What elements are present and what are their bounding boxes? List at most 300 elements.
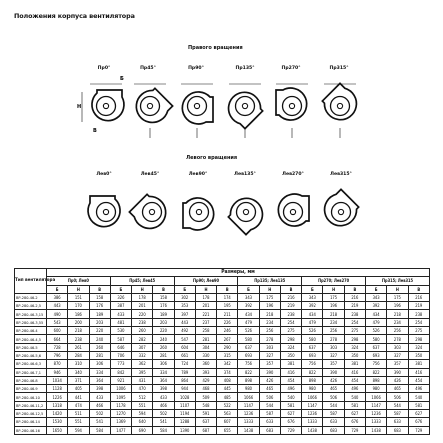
position-label-left-270: Лев270° bbox=[282, 172, 304, 177]
dimension-cell: 454 bbox=[408, 376, 429, 384]
position-label-right-135: Пр135° bbox=[235, 66, 255, 71]
dimension-cell: 254 bbox=[344, 318, 365, 326]
left-rotation-label: Левого вращения bbox=[186, 155, 238, 161]
dimension-cell: 431 bbox=[132, 376, 153, 384]
group-header: Пр270; Лев270 bbox=[302, 277, 366, 285]
dimension-cell: 260 bbox=[132, 327, 153, 335]
table-row bbox=[15, 376, 430, 384]
dimension-cell: 1288 bbox=[174, 418, 195, 426]
position-label-left-315: Лев315° bbox=[330, 172, 352, 177]
dimension-cell: 980 bbox=[302, 385, 323, 393]
dimension-cell: 302 bbox=[174, 293, 195, 301]
table-row bbox=[15, 393, 430, 401]
dimension-cell: 218 bbox=[68, 327, 89, 335]
group-header: Пр315; Лев315 bbox=[365, 277, 429, 285]
table-row bbox=[15, 360, 430, 368]
dimension-cell: 303 bbox=[259, 343, 280, 351]
dimension-cell: 234 bbox=[387, 318, 408, 326]
dimension-cell: 637 bbox=[365, 343, 386, 351]
dimension-cell: 426 bbox=[323, 376, 344, 384]
dimension-cell: 822 bbox=[365, 368, 386, 376]
dimension-cell: 386 bbox=[47, 293, 68, 301]
dimension-cell: 683 bbox=[387, 426, 408, 434]
dimension-cell: 357 bbox=[259, 360, 280, 368]
dimension-cell: 234 bbox=[259, 318, 280, 326]
dimension-cell: 281 bbox=[195, 335, 216, 343]
dimension-cell: 544 bbox=[323, 401, 344, 409]
dimension-cell: 584 bbox=[153, 426, 174, 434]
dimension-cell: 275 bbox=[408, 327, 429, 335]
dimension-cell: 898 bbox=[238, 376, 259, 384]
dimension-cell: 544 bbox=[259, 401, 280, 409]
dimension-cell: 426 bbox=[387, 376, 408, 384]
dimension-cell: 541 bbox=[153, 418, 174, 426]
dim-letter-v: В bbox=[93, 128, 97, 134]
dimension-cell: 178 bbox=[132, 293, 153, 301]
dimension-cell: 267 bbox=[217, 335, 238, 343]
dimension-cell: 946 bbox=[47, 368, 68, 376]
dimension-cell: 381 bbox=[280, 360, 301, 368]
dimension-cell: 724 bbox=[174, 360, 195, 368]
table-row bbox=[15, 410, 430, 418]
dimension-cell: 526 bbox=[365, 327, 386, 335]
dimension-cell: 221 bbox=[195, 310, 216, 318]
dimension-cell: 1477 bbox=[110, 426, 131, 434]
dimension-cell: 547 bbox=[174, 335, 195, 343]
dimension-cell: 426 bbox=[259, 376, 280, 384]
dimension-cell: 381 bbox=[408, 360, 429, 368]
dimension-cell: 238 bbox=[132, 318, 153, 326]
dimension-cell: 729 bbox=[280, 426, 301, 434]
dimension-cell: 627 bbox=[280, 410, 301, 418]
dimension-cell: 580 bbox=[302, 335, 323, 343]
dimension-cell: 218 bbox=[323, 310, 344, 318]
dimension-cell: 260 bbox=[89, 343, 110, 351]
dimension-cell: 842 bbox=[110, 368, 131, 376]
dimension-cell: 1006 bbox=[110, 385, 131, 393]
table-row bbox=[15, 401, 430, 409]
dimension-cell: 594 bbox=[68, 426, 89, 434]
dimension-cell: 1650 bbox=[47, 426, 68, 434]
dimension-cell: 693 bbox=[238, 351, 259, 359]
dimension-cell: 240 bbox=[89, 335, 110, 343]
dimension-cell: 158 bbox=[89, 293, 110, 301]
dimension-cell: 676 bbox=[280, 418, 301, 426]
subcolumn-header: Н bbox=[387, 285, 408, 293]
fan-type-cell: ВР-280-46-3,15 bbox=[15, 310, 47, 318]
dimensions-table bbox=[14, 268, 430, 435]
dimension-cell: 275 bbox=[280, 327, 301, 335]
fan-type-cell: ВР-280-46-3,55 bbox=[15, 318, 47, 326]
subcolumn-header: Н bbox=[323, 285, 344, 293]
dimension-cell: 506 bbox=[323, 393, 344, 401]
dimension-cell: 633 bbox=[323, 418, 344, 426]
subcolumn-header: Б bbox=[174, 285, 195, 293]
dimension-cell: 216 bbox=[344, 293, 365, 301]
dimension-cell: 175 bbox=[387, 293, 408, 301]
position-label-right-0: Пр0° bbox=[97, 66, 111, 71]
dimension-cell: 433 bbox=[110, 310, 131, 318]
dimension-cell: 1438 bbox=[238, 426, 259, 434]
dimension-cell: 627 bbox=[408, 410, 429, 418]
dimension-cell: 587 bbox=[259, 410, 280, 418]
dimension-cell: 454 bbox=[280, 376, 301, 384]
dimension-cell: 298 bbox=[408, 335, 429, 343]
dimension-cell: 1333 bbox=[365, 418, 386, 426]
dimension-cell: 219 bbox=[408, 302, 429, 310]
dim-letter-b: Б bbox=[120, 76, 124, 82]
dimension-cell: 219 bbox=[280, 302, 301, 310]
dimension-cell: 362 bbox=[132, 360, 153, 368]
dimension-cell: 397 bbox=[174, 310, 195, 318]
dimension-cell: 398 bbox=[153, 385, 174, 393]
dimension-cell: 189 bbox=[153, 310, 174, 318]
fan-diagram-right-135 bbox=[222, 84, 266, 138]
subcolumn-header: В bbox=[217, 285, 238, 293]
dimension-cell: 324 bbox=[280, 343, 301, 351]
position-label-right-315: Пр315° bbox=[329, 66, 349, 71]
fan-type-cell: ВР-280-46-7,1 bbox=[15, 368, 47, 376]
dimension-cell: 796 bbox=[47, 351, 68, 359]
dimension-cell: 371 bbox=[68, 376, 89, 384]
dimension-cell: 416 bbox=[280, 368, 301, 376]
table-row bbox=[15, 310, 430, 318]
dimension-cell: 211 bbox=[217, 310, 238, 318]
dimension-cell: 261 bbox=[68, 343, 89, 351]
dimension-cell: 360 bbox=[195, 360, 216, 368]
dimension-cell: 441 bbox=[68, 393, 89, 401]
table-row bbox=[15, 418, 430, 426]
table-row bbox=[15, 426, 430, 434]
dimension-cell: 1147 bbox=[365, 401, 386, 409]
dimension-cell: 343 bbox=[365, 293, 386, 301]
dimension-cell: 1066 bbox=[365, 393, 386, 401]
group-header: Пр45; Лев45 bbox=[110, 277, 174, 285]
dimension-cell: 332 bbox=[132, 351, 153, 359]
dimension-cell: 189 bbox=[89, 310, 110, 318]
dimension-cell: 196 bbox=[259, 302, 280, 310]
dimension-cell: 661 bbox=[174, 351, 195, 359]
dimension-cell: 1438 bbox=[302, 426, 323, 434]
subcolumn-header: В bbox=[408, 285, 429, 293]
dimension-cell: 690 bbox=[132, 426, 153, 434]
position-label-right-90: Пр90° bbox=[188, 66, 204, 71]
dimension-cell: 864 bbox=[174, 376, 195, 384]
dimension-cell: 327 bbox=[259, 351, 280, 359]
table-row bbox=[15, 302, 430, 310]
dimension-cell: 327 bbox=[387, 351, 408, 359]
dimension-cell: 1236 bbox=[238, 410, 259, 418]
dimension-cell: 470 bbox=[132, 385, 153, 393]
right-rotation-label: Правого вращения bbox=[188, 45, 243, 51]
dimension-cell: 240 bbox=[153, 335, 174, 343]
dimension-cell: 980 bbox=[238, 385, 259, 393]
dimension-cell: 1226 bbox=[47, 393, 68, 401]
dimension-cell: 350 bbox=[280, 351, 301, 359]
dimension-cell: 151 bbox=[68, 293, 89, 301]
dimension-cell: 203 bbox=[89, 318, 110, 326]
dimension-cell: 898 bbox=[302, 376, 323, 384]
dimension-cell: 563 bbox=[217, 410, 238, 418]
dimension-cell: 581 bbox=[344, 401, 365, 409]
dimension-cell: 541 bbox=[89, 418, 110, 426]
dimension-cell: 581 bbox=[280, 401, 301, 409]
fan-type-cell: ВР-280-46-10 bbox=[15, 393, 47, 401]
dimension-cell: 170 bbox=[68, 302, 89, 310]
dimension-cell: 1107 bbox=[174, 401, 195, 409]
dimension-cell: 944 bbox=[174, 385, 195, 393]
dimension-cell: 646 bbox=[110, 343, 131, 351]
fan-type-cell: ВР-280-46-2 bbox=[15, 293, 47, 301]
dimension-cell: 281 bbox=[153, 351, 174, 359]
dimension-cell: 485 bbox=[217, 393, 238, 401]
dimension-cell: 443 bbox=[174, 318, 195, 326]
dimension-cell: 175 bbox=[259, 293, 280, 301]
group-header: Пр135; Лев135 bbox=[238, 277, 302, 285]
dimension-cell: 676 bbox=[344, 418, 365, 426]
dimension-cell: 1128 bbox=[47, 385, 68, 393]
fan-type-cell: ВР-280-46-11,2 bbox=[15, 401, 47, 409]
fan-type-cell: ВР-280-46-2,5 bbox=[15, 302, 47, 310]
dimensions-table-wrapper bbox=[14, 268, 430, 435]
dimension-cell: 238 bbox=[408, 310, 429, 318]
dimension-cell: 728 bbox=[47, 343, 68, 351]
fan-diagram-right-0 bbox=[82, 84, 124, 122]
dimension-cell: 637 bbox=[238, 343, 259, 351]
dimension-cell: 496 bbox=[280, 385, 301, 393]
dimension-cell: 342 bbox=[217, 360, 238, 368]
dimension-cell: 278 bbox=[387, 335, 408, 343]
table-row bbox=[15, 335, 430, 343]
dimension-cell: 334 bbox=[89, 368, 110, 376]
fan-diagram-right-45 bbox=[130, 84, 174, 138]
dimension-cell: 683 bbox=[259, 426, 280, 434]
dimension-cell: 465 bbox=[323, 385, 344, 393]
fan-type-cell: ВР-280-46-5,6 bbox=[15, 351, 47, 359]
dim-letter-h: Н bbox=[77, 104, 82, 110]
dimension-cell: 429 bbox=[195, 376, 216, 384]
dimension-cell: 434 bbox=[238, 310, 259, 318]
dimension-cell: 789 bbox=[174, 368, 195, 376]
table-row bbox=[15, 368, 430, 376]
dimension-cell: 275 bbox=[344, 327, 365, 335]
dimension-cell: 303 bbox=[387, 343, 408, 351]
position-label-right-270: Пр270° bbox=[281, 66, 301, 71]
dimension-cell: 496 bbox=[344, 385, 365, 393]
dimension-cell: 281 bbox=[89, 351, 110, 359]
dimension-cell: 526 bbox=[238, 327, 259, 335]
dimension-cell: 683 bbox=[323, 426, 344, 434]
dimension-cell: 306 bbox=[89, 360, 110, 368]
dimension-cell: 218 bbox=[259, 310, 280, 318]
dimension-cell: 408 bbox=[217, 376, 238, 384]
dimension-cell: 445 bbox=[217, 385, 238, 393]
dimension-cell: 581 bbox=[408, 401, 429, 409]
dimension-cell: 256 bbox=[259, 327, 280, 335]
dimension-cell: 540 bbox=[344, 393, 365, 401]
dimension-cell: 465 bbox=[259, 385, 280, 393]
subcolumn-header: Б bbox=[110, 285, 131, 293]
dimension-cell: 278 bbox=[323, 335, 344, 343]
dimension-cell: 633 bbox=[387, 418, 408, 426]
dimension-cell: 756 bbox=[238, 360, 259, 368]
dimension-cell: 201 bbox=[195, 302, 216, 310]
dimension-cell: 773 bbox=[110, 360, 131, 368]
dimension-cell: 640 bbox=[132, 418, 153, 426]
dimension-cell: 256 bbox=[387, 327, 408, 335]
dimension-cell: 330 bbox=[195, 351, 216, 359]
dimension-cell: 1438 bbox=[365, 426, 386, 434]
fan-diagram-left-135 bbox=[225, 192, 269, 236]
dimension-cell: 587 bbox=[387, 410, 408, 418]
dimension-cell: 1194 bbox=[174, 410, 195, 418]
dimension-cell: 594 bbox=[132, 410, 153, 418]
table-row bbox=[15, 327, 430, 335]
dimension-cell: 1066 bbox=[302, 393, 323, 401]
dimension-cell: 238 bbox=[280, 310, 301, 318]
dimension-cell: 390 bbox=[387, 368, 408, 376]
dimension-cell: 258 bbox=[195, 327, 216, 335]
dimension-cell: 637 bbox=[302, 343, 323, 351]
subcolumn-header: Н bbox=[68, 285, 89, 293]
dimension-cell: 387 bbox=[110, 302, 131, 310]
dimension-cell: 220 bbox=[89, 327, 110, 335]
dimension-cell: 664 bbox=[47, 335, 68, 343]
dimension-cell: 580 bbox=[365, 335, 386, 343]
dimension-cell: 226 bbox=[217, 318, 238, 326]
dimension-cell: 176 bbox=[153, 302, 174, 310]
dimension-cell: 474 bbox=[68, 401, 89, 409]
dimension-cell: 238 bbox=[344, 310, 365, 318]
dimension-cell: 433 bbox=[153, 393, 174, 401]
dimension-cell: 398 bbox=[89, 385, 110, 393]
subcolumn-header: Б bbox=[302, 285, 323, 293]
dimension-cell: 502 bbox=[89, 410, 110, 418]
dimension-cell: 706 bbox=[110, 351, 131, 359]
dimension-cell: 898 bbox=[365, 376, 386, 384]
dimension-cell: 551 bbox=[68, 418, 89, 426]
dimension-cell: 350 bbox=[344, 351, 365, 359]
dimension-cell: 870 bbox=[47, 360, 68, 368]
dimension-cell: 496 bbox=[408, 385, 429, 393]
dimension-cell: 637 bbox=[195, 418, 216, 426]
dimension-cell: 350 bbox=[408, 351, 429, 359]
dimension-cell: 219 bbox=[344, 302, 365, 310]
dimension-cell: 481 bbox=[110, 318, 131, 326]
dimension-cell: 1034 bbox=[47, 376, 68, 384]
fan-diagram-right-315 bbox=[319, 82, 363, 138]
dimension-cell: 540 bbox=[408, 393, 429, 401]
position-label-left-90: Лев90° bbox=[188, 172, 208, 177]
dimension-cell: 290 bbox=[217, 343, 238, 351]
dimension-cell: 176 bbox=[89, 302, 110, 310]
dimension-cell: 340 bbox=[68, 368, 89, 376]
dimension-cell: 587 bbox=[323, 410, 344, 418]
subcolumn-header: Б bbox=[47, 285, 68, 293]
dimension-cell: 327 bbox=[323, 351, 344, 359]
dimension-cell: 465 bbox=[387, 385, 408, 393]
dimension-cell: 381 bbox=[344, 360, 365, 368]
dimension-cell: 1236 bbox=[302, 410, 323, 418]
dimension-cell: 687 bbox=[195, 426, 216, 434]
dimension-cell: 220 bbox=[153, 327, 174, 335]
dimension-cell: 298 bbox=[344, 335, 365, 343]
subcolumn-header: Н bbox=[195, 285, 216, 293]
group-header: Пр90; Лев90 bbox=[174, 277, 238, 285]
dimension-cell: 196 bbox=[323, 302, 344, 310]
dimension-cell: 343 bbox=[238, 293, 259, 301]
dimension-cell: 334 bbox=[153, 368, 174, 376]
dimension-cell: 364 bbox=[89, 376, 110, 384]
dimension-cell: 591 bbox=[195, 410, 216, 418]
fan-type-cell: ВР-280-46-5 bbox=[15, 343, 47, 351]
dimension-cell: 203 bbox=[153, 318, 174, 326]
subcolumn-header: В bbox=[153, 285, 174, 293]
dimension-cell: 196 bbox=[387, 302, 408, 310]
table-row bbox=[15, 318, 430, 326]
dimension-cell: 604 bbox=[174, 343, 195, 351]
dimension-cell: 600 bbox=[47, 327, 68, 335]
dimension-cell: 324 bbox=[344, 343, 365, 351]
dimension-cell: 195 bbox=[217, 302, 238, 310]
dimension-cell: 254 bbox=[408, 318, 429, 326]
fan-type-cell: ВР-280-46-6,3 bbox=[15, 360, 47, 368]
fan-type-cell: ВР-280-46-4,5 bbox=[15, 335, 47, 343]
dimension-cell: 303 bbox=[323, 343, 344, 351]
fan-diagram-left-315 bbox=[318, 188, 362, 232]
dimension-cell: 306 bbox=[153, 360, 174, 368]
dimension-cell: 304 bbox=[195, 343, 216, 351]
table-row bbox=[15, 385, 430, 393]
dimensions-header: Размеры, мм bbox=[47, 269, 430, 277]
dimension-cell: 587 bbox=[110, 335, 131, 343]
dimension-cell: 178 bbox=[195, 293, 216, 301]
fan-diagram-left-270 bbox=[278, 194, 309, 226]
fan-type-cell: ВР-280-46-8 bbox=[15, 376, 47, 384]
dimension-cell: 416 bbox=[408, 368, 429, 376]
dimension-cell: 511 bbox=[68, 410, 89, 418]
table-row bbox=[15, 343, 430, 351]
dimension-cell: 158 bbox=[153, 293, 174, 301]
dimension-cell: 220 bbox=[132, 310, 153, 318]
dimension-cell: 512 bbox=[132, 393, 153, 401]
dimension-cell: 392 bbox=[238, 302, 259, 310]
dimension-cell: 175 bbox=[323, 293, 344, 301]
dimension-cell: 1066 bbox=[238, 393, 259, 401]
fan-type-cell: ВР-280-46-14 bbox=[15, 418, 47, 426]
dimension-cell: 492 bbox=[174, 327, 195, 335]
dimension-cell: 1390 bbox=[174, 426, 195, 434]
dimension-cell: 530 bbox=[110, 327, 131, 335]
table-row bbox=[15, 293, 430, 301]
dimension-cell: 756 bbox=[302, 360, 323, 368]
dimension-cell: 343 bbox=[302, 293, 323, 301]
fan-type-cell: ВР-280-46-4 bbox=[15, 327, 47, 335]
dimension-cell: 260 bbox=[153, 343, 174, 351]
dimension-cell: 405 bbox=[68, 385, 89, 393]
fan-diagram-right-90 bbox=[181, 84, 213, 138]
dimension-cell: 256 bbox=[323, 327, 344, 335]
fan-type-cell: ВР-280-46-16 bbox=[15, 426, 47, 434]
dimension-cell: 1095 bbox=[110, 393, 131, 401]
dimension-cell: 522 bbox=[217, 401, 238, 409]
dimension-cell: 200 bbox=[68, 318, 89, 326]
dimension-cell: 627 bbox=[344, 410, 365, 418]
dimension-cell: 392 bbox=[302, 302, 323, 310]
dimension-cell: 237 bbox=[195, 318, 216, 326]
dimension-cell: 1369 bbox=[110, 418, 131, 426]
dimension-cell: 548 bbox=[195, 401, 216, 409]
